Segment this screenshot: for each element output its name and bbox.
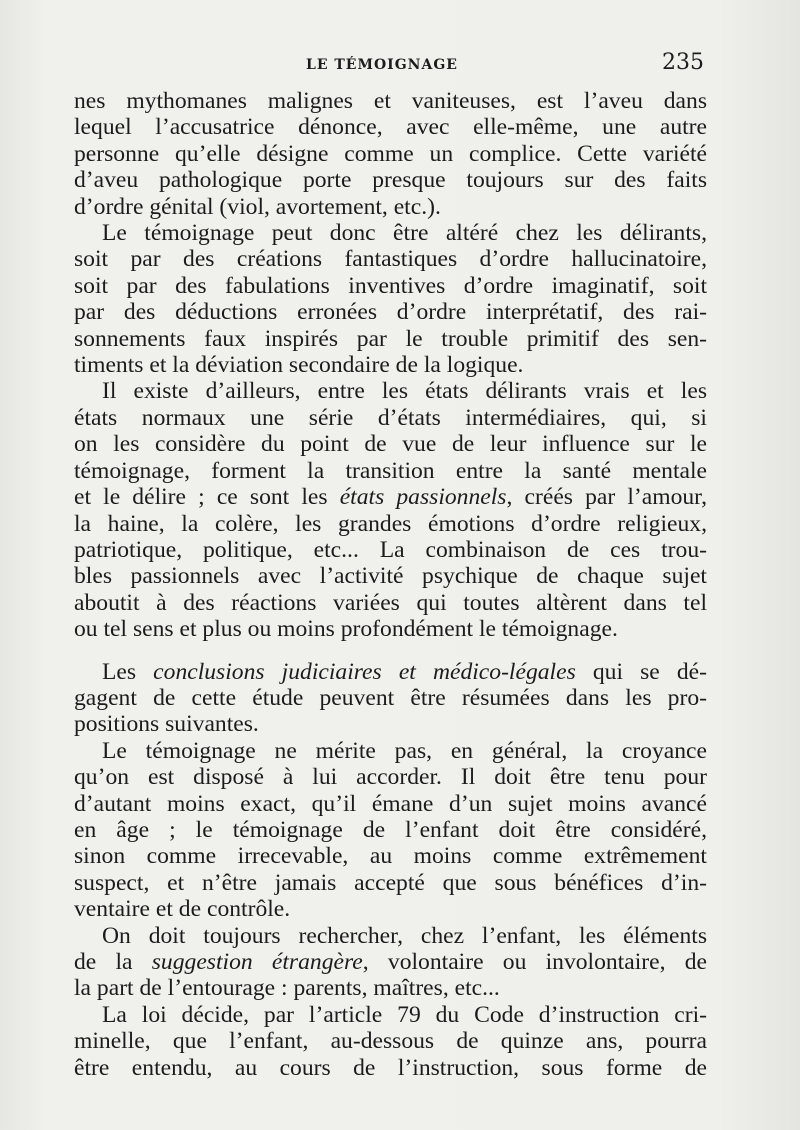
text-line: La loi décide, par l’article 79 du Code d’instruction cri- [102, 1001, 707, 1028]
text-line: ventaire et de contrôle. [74, 896, 291, 923]
paragraph-5 [74, 738, 707, 923]
italic-term: états passionnels [339, 484, 507, 511]
text-segment: de la [74, 949, 152, 975]
text-line [74, 659, 707, 685]
text-line [74, 484, 707, 510]
page-number: 235 [662, 50, 704, 75]
text-line: patriotique, politique, etc... La combinaison de ces trou- [74, 536, 707, 563]
text-line: Il existe d’ailleurs, entre les états délirants vrais et les [102, 378, 707, 405]
text-line: sonnements faux inspirés par le trouble primitif des sen- [74, 325, 707, 352]
text-segment: et le délire ; ce sont les [74, 484, 340, 511]
text-line: d’aveu pathologique porte presque toujours sur des faits [74, 167, 707, 194]
text-segment: , volontaire ou involontaire, de [362, 949, 707, 975]
italic-term: conclusions judiciaires et médico-légales [153, 658, 576, 685]
paragraph-3 [74, 378, 707, 642]
text-line: nes mythomanes malignes et vaniteuses, est l’aveu dans [74, 88, 707, 114]
paragraph-2 [74, 220, 707, 378]
text-line: aboutit à des réactions variées qui toutes altèrent dans tel [74, 589, 707, 616]
text-line: suspect, et n’être jamais accepté que sous bénéfices d’in- [74, 869, 707, 896]
text-line: on les considère du point de vue de leur influence sur le [74, 431, 707, 458]
text-line: minelle, que l’enfant, au-dessous de quinze ans, pourra [74, 1028, 707, 1055]
paragraph-6 [74, 923, 707, 1002]
paragraph-7 [74, 1002, 707, 1081]
text-line: ou tel sens et plus ou moins profondément le témoignage. [74, 616, 618, 643]
text-line: états normaux une série d’états intermédiaires, qui, si [74, 404, 707, 431]
italic-term: suggestion étrangère [151, 949, 363, 975]
text-line: la haine, la colère, les grandes émotions d’ordre religieux, [74, 510, 707, 537]
text-line: personne qu’elle désigne comme un complice. Cette variété [74, 140, 707, 167]
text-line: témoignage, forment la transition entre la santé mentale [74, 457, 707, 484]
text-line: par des déductions erronées d’ordre interprétatif, des rai- [74, 299, 707, 326]
text-line: Le témoignage ne mérite pas, en général, la croyance [102, 737, 707, 764]
text-line: soit par des fabulations inventives d’ordre imaginatif, soit [74, 272, 707, 299]
body-text [74, 88, 707, 1081]
running-title: LE TÉMOIGNAGE [306, 57, 458, 73]
text-line: être entendu, au cours de l’instruction, sous forme de [74, 1054, 707, 1081]
text-line [74, 949, 707, 975]
paragraph-1 [74, 88, 707, 220]
text-line: d’autant moins exact, qu’il émane d’un sujet moins avancé [74, 790, 707, 817]
running-header [0, 50, 800, 78]
text-line: On doit toujours rechercher, chez l’enfant, les éléments [102, 922, 707, 949]
text-line: la part de l’entourage : parents, maîtres, etc... [74, 975, 500, 1002]
text-line: bles passionnels avec l’activité psychique de chaque sujet [74, 563, 707, 590]
text-line: lequel l’accusatrice dénonce, avec elle-même, une autre [74, 114, 707, 141]
text-segment: , créés par l’amour, [506, 484, 707, 511]
text-line: positions suivantes. [74, 711, 259, 738]
text-segment: Les [102, 658, 154, 685]
text-line: soit par des créations fantastiques d’ordre hallucinatoire, [74, 246, 707, 273]
text-line: en âge ; le témoignage de l’enfant doit être considéré, [74, 816, 707, 843]
text-line: qu’on est disposé à lui accorder. Il doit être tenu pour [74, 764, 707, 791]
text-line: timents et la déviation secondaire de la logique. [74, 352, 524, 379]
text-line: sinon comme irrecevable, au moins comme extrêmement [74, 843, 707, 870]
text-segment: qui se dé- [575, 658, 707, 685]
paragraph-4 [74, 659, 707, 738]
text-line: d’ordre génital (viol, avortement, etc.). [74, 193, 441, 220]
text-line: gagent de cette étude peuvent être résumées dans les pro- [74, 684, 707, 711]
text-line: Le témoignage peut donc être altéré chez les délirants, [102, 220, 707, 247]
